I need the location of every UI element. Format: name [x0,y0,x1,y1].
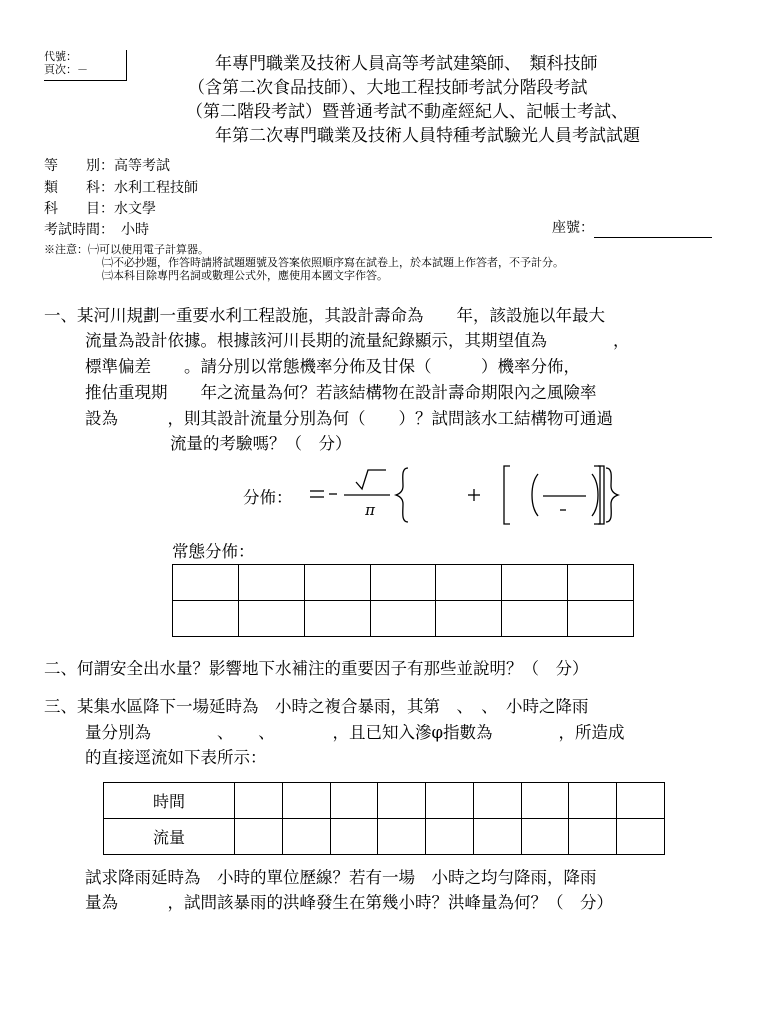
table-cell [378,783,426,819]
q1-line-2: 流量為設計依據。根據該河川長期的流量紀錄顯示，其期望值為 ， [85,331,630,350]
table-cell [473,783,521,819]
table-cell [426,819,474,855]
table-cell [436,601,502,637]
seat-label: 座號： [552,220,594,236]
table-row [104,783,665,819]
q1-line-4: 推估重現期 年之流量為何？若該結構物在設計壽命期限內之風險率 [85,383,597,402]
table-cell [502,601,568,637]
runoff-table [103,782,665,855]
table-cell [238,601,304,637]
note-3: ㈢本科目除專門名詞或數理公式外，應使用本國文字作答。 [102,269,388,282]
title-line-4: 年第二次專門職業及技術人員特種考試驗光人員考試試題 [215,126,640,146]
table-cell [304,601,370,637]
meta-time: 考試時間： 小時 [44,222,149,238]
meta-grade: 等 別：高等考試 [44,158,170,174]
table-cell [282,783,330,819]
code-label: 代號： [44,50,77,63]
table-cell [568,565,634,601]
table-cell [426,783,474,819]
table-cell [370,601,436,637]
q1-line-5: 設為 ，則其設計流量分別為何（ ）？試問該水工結構物可通過 [85,409,613,428]
table-cell [282,819,330,855]
table-cell [238,565,304,601]
q3-line-1: 三、某集水區降下一場延時為 小時之複合暴雨，其第 、 、 小時之降雨 [44,697,589,716]
gumbel-formula [300,462,620,528]
notes [44,243,564,282]
table-cell [370,565,436,601]
row-label-flow: 流量 [104,819,235,855]
table-cell [569,819,617,855]
q3-tail-1: 試求降雨延時為 小時的單位歷線？若有一場 小時之均勻降雨，降雨 [85,868,597,887]
table-cell [436,565,502,601]
table-cell [235,783,283,819]
table-row [173,601,634,637]
title-line-3: （第二階段考試）暨普通考試不動產經紀人、記帳士考試、 [186,102,628,122]
meta-category: 類 科：水利工程技師 [44,180,198,196]
table-cell [330,783,378,819]
note-2: ㈡不必抄題，作答時請將試題題號及答案依照順序寫在試卷上，於本試題上作答者，不予計分。 [102,256,564,269]
table-cell [617,819,665,855]
table-cell [617,783,665,819]
table-cell [502,565,568,601]
title-line-2: （含第二次食品技師）、大地工程技師考試分階段考試 [188,78,588,98]
seat-line [594,223,712,238]
page-label: 頁次：－ [44,63,88,76]
q1-line-1: 一、某河川規劃一重要水利工程設施，其設計壽命為 年，該設施以年最大 [44,306,605,325]
table-cell [521,819,569,855]
table-cell [173,601,239,637]
q1-line-6: 流量的考驗嗎？（ 分） [170,434,352,453]
table-cell [173,565,239,601]
table-row [104,819,665,855]
normal-table [172,564,634,637]
table-cell [304,565,370,601]
row-label-time: 時間 [104,783,235,819]
table-cell [568,601,634,637]
exam-title [150,52,710,148]
table-cell [521,783,569,819]
normal-label: 常態分佈： [172,542,255,561]
table-cell [569,783,617,819]
formula-label: 分佈： [243,488,293,507]
note-1: ※注意：㈠可以使用電子計算器。 [44,243,209,256]
table-cell [378,819,426,855]
q3-line-3: 的直接逕流如下表所示： [85,748,267,767]
code-box [44,50,127,81]
q3-tail-2: 量為 ，試問該暴雨的洪峰發生在第幾小時？洪峰量為何？（ 分） [85,893,613,912]
table-row [173,565,634,601]
table-cell [330,819,378,855]
q2-text: 二、何謂安全出水量？影響地下水補注的重要因子有那些並說明？（ 分） [44,659,589,678]
table-cell [473,819,521,855]
seat-field [552,218,712,238]
svg-text:π: π [365,501,375,519]
meta-subject: 科 目：水文學 [44,201,156,217]
q1-line-3: 標準偏差 。請分別以常態機率分佈及甘保（ ）機率分佈， [85,357,580,376]
table-cell [235,819,283,855]
q3-line-2: 量分別為 、 、 ，且已知入滲φ指數為 ，所造成 [85,723,625,742]
title-line-1: 年專門職業及技術人員高等考試建築師、 類科技師 [215,54,598,74]
